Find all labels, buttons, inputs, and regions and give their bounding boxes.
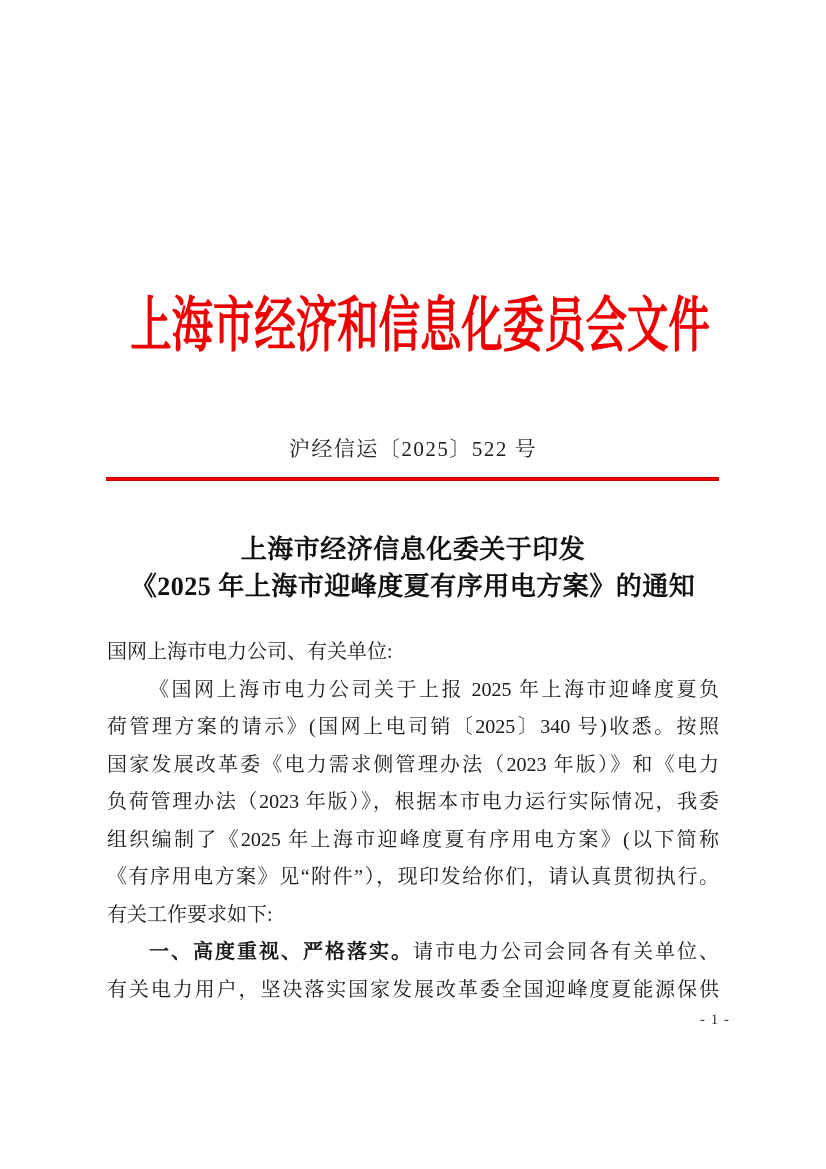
body-text-run-bold: 一、高度重视、严格落实。 bbox=[149, 941, 413, 963]
body-line bbox=[107, 784, 719, 822]
doc-number: 沪经信运〔2025〕522 号 bbox=[288, 437, 538, 461]
body-text-run: 有关工作要求如下: bbox=[107, 903, 273, 926]
body-text-run: 国家发展改革委《电力需求侧管理办法（2023 年版）》和《电力 bbox=[107, 753, 719, 776]
document-title bbox=[107, 531, 719, 605]
body-line bbox=[107, 634, 719, 672]
document-title-line1: 上海市经济信息化委关于印发 bbox=[240, 535, 586, 564]
body-text-run: 请市电力公司会同各有关单位、 bbox=[413, 941, 719, 963]
red-divider-line bbox=[106, 477, 719, 481]
body-text-run: 负荷管理办法（2023 年版）》，根据本市电力运行实际情况，我委 bbox=[107, 791, 719, 813]
body-line bbox=[107, 897, 719, 935]
body-line bbox=[107, 672, 719, 710]
body-text-run: 有关电力用户，坚决落实国家发展改革委全国迎峰度夏能源保供 bbox=[107, 978, 719, 1001]
body-line bbox=[107, 934, 719, 972]
body-line bbox=[107, 972, 719, 1010]
body-line bbox=[107, 859, 719, 897]
page-number: - 1 - bbox=[700, 1012, 730, 1028]
body-text-run: 组织编制了《2025 年上海市迎峰度夏有序用电方案》(以下简称 bbox=[107, 828, 719, 851]
agency-header-title: 上海市经济和信息化委员会文件 bbox=[130, 293, 710, 359]
body-text-run: 《国网上海市电力公司关于上报 2025 年上海市迎峰度夏负 bbox=[149, 678, 719, 701]
body-text-run: 荷管理方案的请示》(国网上电司销〔2025〕340 号)收悉。按照 bbox=[107, 716, 719, 738]
agency-header bbox=[0, 288, 826, 380]
body-text-run: 《有序用电方案》见“附件”），现印发给你们，请认真贯彻执行。 bbox=[107, 866, 719, 888]
document-title-line2: 《2025 年上海市迎峰度夏有序用电方案》的通知 bbox=[130, 572, 696, 601]
body-text-run: 国网上海市电力公司、有关单位: bbox=[107, 641, 393, 663]
body-line bbox=[107, 822, 719, 860]
body-line bbox=[107, 709, 719, 747]
document-body bbox=[107, 634, 719, 1009]
body-line bbox=[107, 747, 719, 785]
